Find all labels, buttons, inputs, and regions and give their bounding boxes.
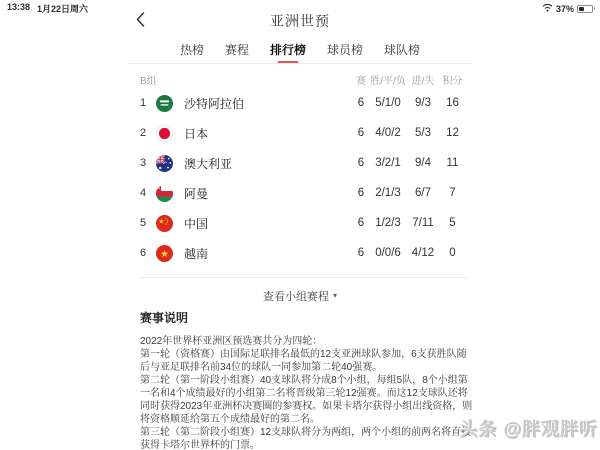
description-heading: 赛事说明 [140,311,189,325]
event-description [140,309,474,450]
table-row[interactable] [140,148,467,178]
rank: 5 [140,217,147,229]
view-schedule-label: 查看小组赛程 [262,291,329,303]
description-paragraph: 2022年世界杯亚洲区预选赛共分为四轮： [140,336,323,347]
points: 0 [449,247,456,259]
wdl: 2/1/3 [375,187,401,199]
flag-australia-icon [156,155,184,172]
column-goals: 进/失 [411,76,435,87]
goals: 5/3 [415,127,431,139]
caret-down-icon: ▾ [332,291,338,300]
wdl: 0/0/6 [375,247,401,259]
rank: 2 [140,127,147,139]
played: 6 [357,217,365,229]
tab-schedule[interactable]: 赛程 [224,43,249,57]
tab-bar [0,41,600,58]
played: 6 [357,97,365,109]
played: 6 [357,157,365,169]
team-name: 日本 [184,126,209,141]
flag-oman-icon [156,185,184,202]
flag-saudi-arabia-icon [156,95,184,112]
tab-hot[interactable]: 热榜 [179,43,204,57]
tabs-divider [129,63,473,64]
points: 11 [446,157,459,169]
table-row[interactable] [140,238,467,268]
table-row[interactable] [140,118,467,148]
team-name: 中国 [184,216,209,231]
column-wdl: 胜/平/负 [370,76,406,87]
played: 6 [357,247,365,259]
standings-table [140,71,467,268]
view-schedule-button[interactable] [257,287,343,305]
tab-players[interactable]: 球员榜 [327,43,364,57]
rank: 3 [140,157,147,169]
team-name: 越南 [184,246,209,261]
status-time: 13:38 [7,2,31,12]
played: 6 [357,187,365,199]
rank: 4 [140,187,147,199]
team-name: 澳大利亚 [184,156,233,171]
flag-vietnam-icon [156,245,184,262]
table-row[interactable] [140,178,467,208]
watermark: 头条 @胖观胖听 [459,419,598,439]
team-name: 沙特阿拉伯 [184,96,245,111]
wdl: 5/1/0 [375,97,401,109]
page-title: 亚洲世预 [270,13,330,29]
column-played: 赛 [356,76,366,87]
rank: 1 [140,97,147,109]
played: 6 [357,127,365,139]
group-label: B组 [140,76,157,87]
goals: 4/12 [411,247,435,259]
description-paragraph: 第一轮（资格赛）由国际足联排名最低的12支亚洲球队参加，6支获胜队随后与亚足联排名前34位的球队一同参加第二轮40强赛。 [140,349,467,373]
table-row[interactable] [140,88,467,118]
points: 12 [446,127,459,139]
wdl: 3/2/1 [375,157,401,169]
battery-percent: 37% [555,3,574,14]
goals: 6/7 [415,187,431,199]
goals: 9/3 [415,97,431,109]
goals: 7/11 [412,217,434,229]
column-points: 积分 [442,76,463,87]
goals: 9/4 [415,157,431,169]
table-divider [140,277,467,278]
description-paragraph: 第三轮（第二阶段小组赛）12支球队将分为两组，两个小组的前两名将直接获得卡塔尔世界杯的门票。 [140,427,472,450]
table-header [140,71,467,88]
points: 7 [449,187,456,199]
table-row[interactable] [140,208,467,238]
wdl: 4/0/2 [375,127,401,139]
tab-teams[interactable]: 球队榜 [384,43,421,57]
status-date: 1月22日周六 [37,4,89,14]
flag-china-icon [156,215,184,232]
points: 5 [449,217,456,229]
tab-rankings[interactable]: 排行榜 [269,43,306,57]
rank: 6 [140,247,147,259]
wdl: 1/2/3 [375,217,401,229]
team-name: 阿曼 [184,186,209,201]
description-paragraph: 第二轮（第一阶段小组赛）40支球队将分成8个小组，每组5队，8个小组第一名和4个成绩最好的小组第二名将晋级第三轮12强赛。而这12支球队还将同时获得2023年亚洲杯决赛圈的参赛权。如果卡塔尔获得小组出线资格，则将资格顺延给第五个成绩最好的第二名。 [140,375,473,425]
flag-japan-icon [156,125,184,142]
points: 16 [446,97,459,109]
